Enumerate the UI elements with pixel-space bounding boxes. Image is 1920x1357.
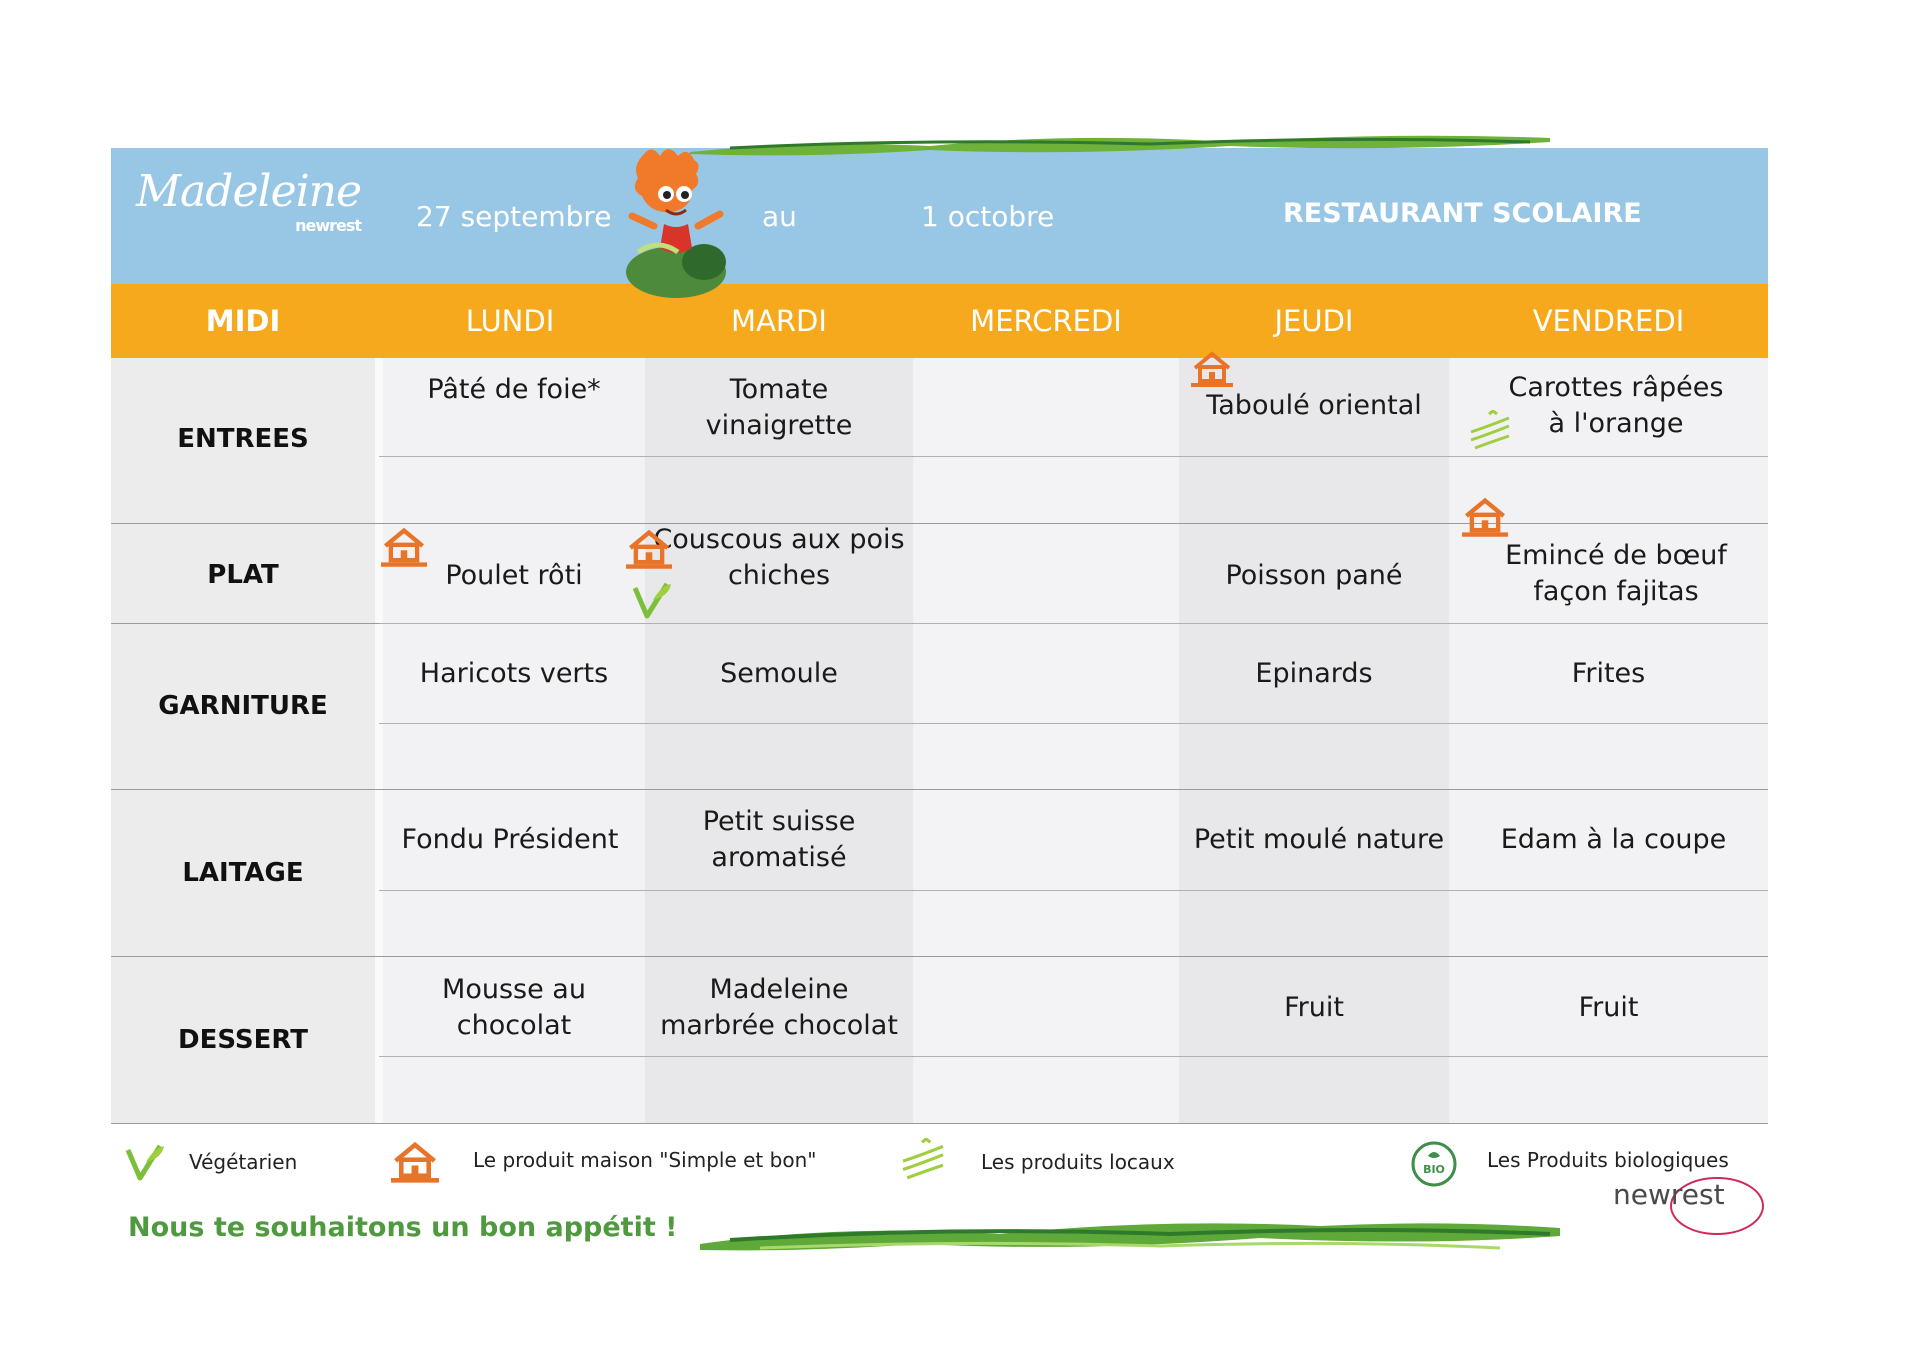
cell-laitage-vendredi: Edam à la coupe: [1500, 824, 1727, 855]
cell-dessert-lundi: Mousse au chocolat: [442, 974, 586, 1041]
newrest-logo-text: newrest: [1613, 1178, 1725, 1211]
vegetarian-icon: [124, 1140, 168, 1184]
house-icon: [623, 526, 675, 572]
newrest-logo: [1605, 1168, 1765, 1236]
row-divider: [111, 1123, 1768, 1124]
legend-maison: Le produit maison "Simple et bon": [473, 1148, 817, 1172]
cell-dessert-vendredi: Fruit: [1578, 992, 1639, 1023]
day-header-vendredi: VENDREDI: [1532, 304, 1685, 338]
cell-plat-jeudi: Poisson pané: [1225, 560, 1403, 591]
legend-bio: Les Produits biologiques: [1487, 1148, 1729, 1172]
local-products-icon: [898, 1138, 948, 1180]
mascot-illustration: [614, 144, 744, 304]
cell-entrees-jeudi: Taboulé oriental: [1206, 390, 1422, 421]
row-label-dessert: DESSERT: [178, 1025, 308, 1055]
sub-divider: [379, 723, 1768, 724]
label-column: [111, 358, 375, 1124]
bio-badge-text: BIO: [1423, 1163, 1445, 1176]
row-divider: [111, 956, 1768, 957]
house-icon: [1189, 348, 1235, 390]
menu-table: [111, 148, 1768, 1124]
grass-decoration: [700, 1218, 1560, 1258]
cell-garniture-vendredi: Frites: [1571, 658, 1646, 689]
appetit-message: Nous te souhaitons un bon appétit !: [128, 1212, 678, 1243]
cell-dessert-mardi: Madeleine marbrée chocolat: [660, 974, 898, 1041]
brand-name: Madeleine: [136, 166, 362, 217]
grass-decoration: [690, 134, 1550, 160]
house-icon: [377, 524, 431, 570]
brand-logo: [136, 166, 362, 235]
date-to: 1 octobre: [921, 200, 1055, 233]
vegetarian-icon: [631, 578, 675, 622]
sub-divider: [379, 623, 1768, 624]
day-header-mercredi: MERCREDI: [970, 304, 1122, 338]
day-header-mardi: MARDI: [731, 304, 827, 338]
cell-plat-lundi: Poulet rôti: [445, 560, 583, 591]
cell-plat-mardi: Couscous aux pois chiches: [653, 524, 905, 591]
row-label-plat: PLAT: [207, 560, 279, 590]
sub-divider: [379, 1056, 1768, 1057]
bio-icon: [1410, 1140, 1458, 1188]
house-icon: [386, 1138, 444, 1186]
row-divider: [111, 523, 1768, 524]
sub-divider: [379, 456, 1768, 457]
house-icon: [1457, 494, 1513, 540]
cell-laitage-lundi: Fondu Président: [401, 824, 619, 855]
cell-garniture-lundi: Haricots verts: [419, 658, 609, 689]
date-from: 27 septembre: [416, 200, 612, 233]
cell-garniture-mardi: Semoule: [720, 658, 838, 689]
row-label-laitage: LAITAGE: [182, 858, 304, 888]
cell-laitage-jeudi: Petit moulé nature: [1193, 824, 1445, 855]
row-label-garniture: GARNITURE: [158, 691, 328, 721]
column-gap: [375, 358, 383, 1124]
cell-dessert-jeudi: Fruit: [1284, 992, 1344, 1023]
cell-entrees-vendredi: Carottes râpées à l'orange: [1508, 372, 1724, 439]
day-header-jeudi: JEUDI: [1274, 304, 1354, 338]
legend-vegetarien: Végétarien: [189, 1150, 298, 1174]
legend-locaux: Les produits locaux: [981, 1150, 1175, 1174]
local-products-icon: [1467, 410, 1513, 450]
cell-garniture-jeudi: Epinards: [1255, 658, 1373, 689]
cell-entrees-mardi: Tomate vinaigrette: [705, 374, 853, 441]
brand-sub: newrest: [295, 216, 362, 235]
column-mercredi: [913, 358, 1179, 1124]
row-divider: [111, 789, 1768, 790]
day-header-midi: MIDI: [205, 304, 281, 338]
day-header-lundi: LUNDI: [465, 304, 555, 338]
row-label-entrees: ENTREES: [177, 424, 309, 454]
sub-divider: [379, 890, 1768, 891]
date-separator: au: [762, 200, 797, 233]
cell-laitage-mardi: Petit suisse aromatisé: [702, 806, 856, 873]
cell-plat-vendredi: Emincé de bœuf façon fajitas: [1505, 540, 1727, 607]
cell-entrees-lundi: Pâté de foie*: [427, 374, 601, 405]
page-title: RESTAURANT SCOLAIRE: [1283, 198, 1642, 229]
